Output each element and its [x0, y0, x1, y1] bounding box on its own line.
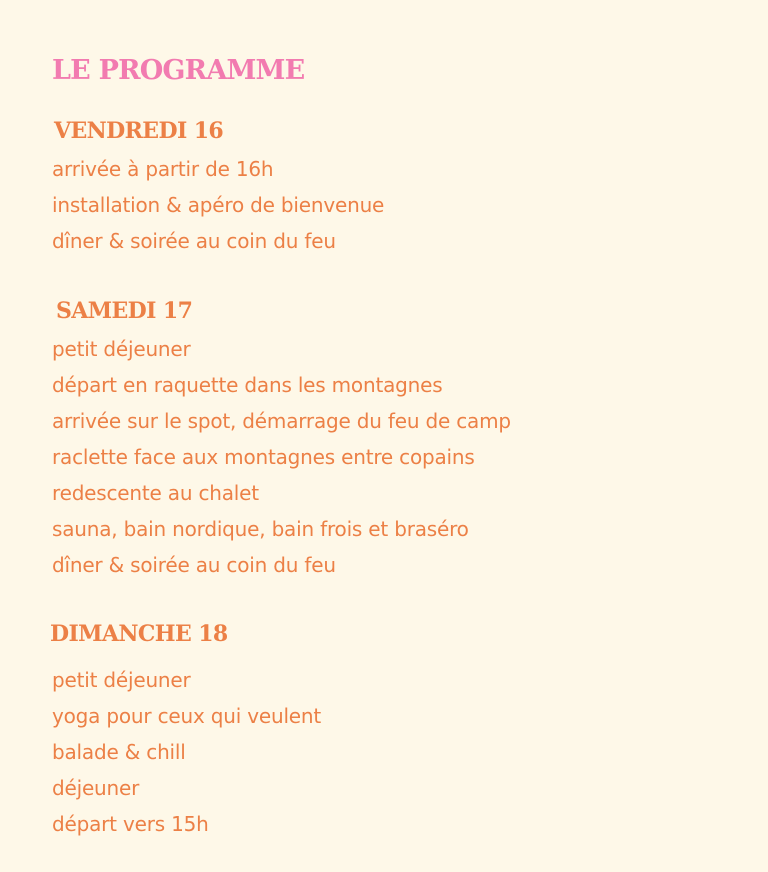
day-items-samedi — [52, 331, 511, 583]
list-item: sauna, bain nordique, bain frois et braséro — [52, 517, 469, 541]
list-item: arrivée sur le spot, démarrage du feu de camp — [52, 409, 511, 433]
list-item: yoga pour ceux qui veulent — [52, 704, 322, 728]
list-item: petit déjeuner — [52, 337, 191, 361]
list-item: balade & chill — [52, 740, 186, 764]
list-item: installation & apéro de bienvenue — [52, 193, 385, 217]
list-item: petit déjeuner — [52, 668, 191, 692]
list-item: dîner & soirée au coin du feu — [52, 229, 336, 253]
day-heading-vendredi: VENDREDI 16 — [54, 118, 224, 144]
list-item: dîner & soirée au coin du feu — [52, 553, 336, 577]
list-item: redescente au chalet — [52, 481, 259, 505]
list-item: départ vers 15h — [52, 812, 209, 836]
list-item: départ en raquette dans les montagnes — [52, 373, 443, 397]
list-item: arrivée à partir de 16h — [52, 157, 274, 181]
day-items-dimanche — [52, 662, 321, 842]
day-items-vendredi — [52, 151, 384, 259]
page-title: LE PROGRAMME — [52, 55, 305, 86]
list-item: déjeuner — [52, 776, 140, 800]
list-item: raclette face aux montagnes entre copains — [52, 445, 475, 469]
day-heading-dimanche: DIMANCHE 18 — [50, 621, 228, 647]
day-heading-samedi: SAMEDI 17 — [56, 298, 193, 324]
